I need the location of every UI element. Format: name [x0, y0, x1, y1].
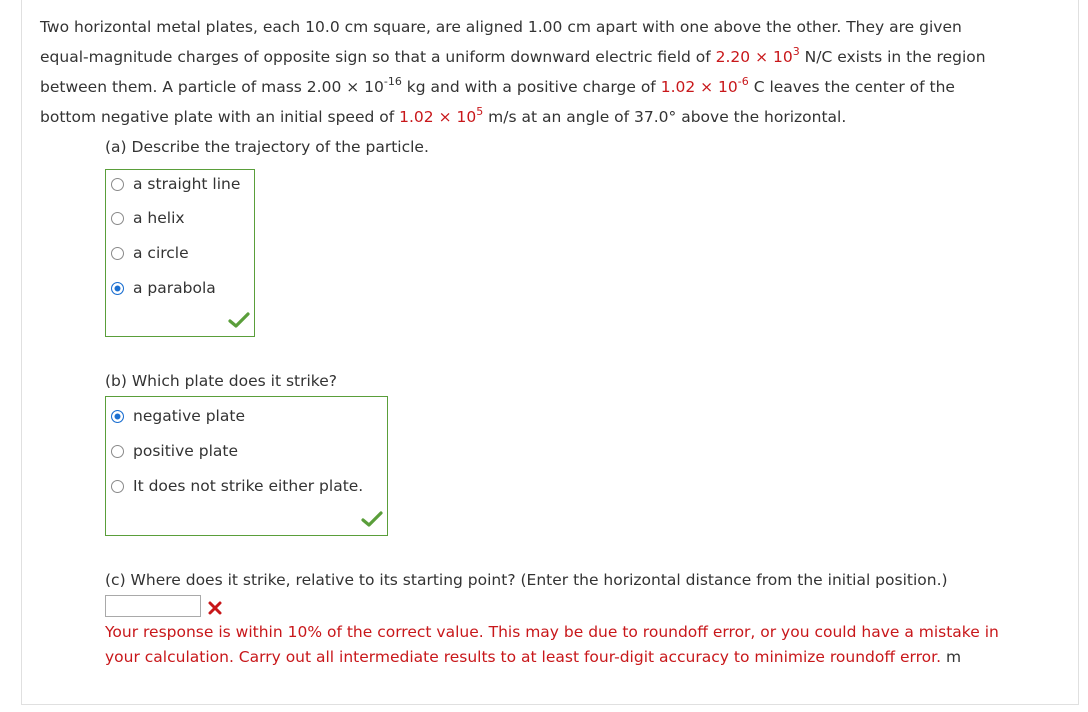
radio-selected-icon[interactable] — [111, 410, 124, 423]
answer-input[interactable] — [105, 595, 201, 617]
feedback-message: Your response is within 10% of the correct value. This may be due to roundoff error, or you could have a mistake in your calculation. Carry out all intermediate results to at least four-digit accuracy to minimize roundoff error. m — [105, 623, 999, 666]
problem-line-3: between them. A particle of mass $2.00 \times 10^{-16}$ kg and with a positive charge of $1.02 \times 10^{-6}$ C leaves the center of the — [40, 74, 955, 96]
problem-statement — [40, 12, 1065, 132]
checkmark-icon — [361, 510, 383, 528]
radio-icon[interactable] — [111, 480, 124, 493]
radio-icon[interactable] — [111, 178, 124, 191]
part-b-option-negative-plate[interactable]: negative plate — [111, 405, 245, 427]
checkmark-icon — [228, 311, 250, 329]
part-c-question: (c) Where does it strike, relative to its starting point? (Enter the horizontal distance from the initial position.) — [105, 571, 948, 589]
part-b-option-positive-plate[interactable]: positive plate — [111, 440, 238, 462]
radio-selected-icon[interactable] — [111, 282, 124, 295]
problem-line-1: Two horizontal metal plates, each 10.0 cm square, are aligned 1.00 cm apart with one above the other. They are given — [40, 18, 962, 36]
radio-icon[interactable] — [111, 212, 124, 225]
field-value: $2.20 \times 10^3$ — [715, 44, 800, 66]
part-b-option-no-strike[interactable]: It does not strike either plate. — [111, 475, 363, 497]
part-b-choices — [105, 396, 388, 536]
radio-icon[interactable] — [111, 445, 124, 458]
part-a-choices — [105, 169, 255, 337]
charge-value: $1.02 \times 10^{-6}$ — [660, 74, 749, 96]
part-a-option-helix[interactable]: a helix — [111, 207, 185, 229]
part-a-option-parabola[interactable]: a parabola — [111, 277, 216, 299]
problem-line-4: bottom negative plate with an initial speed of $1.02 \times 10^5$ m/s at an angle of 37.0° above the horizontal. — [40, 104, 847, 126]
part-a-option-circle[interactable]: a circle — [111, 242, 189, 264]
unit-label: m — [945, 648, 962, 666]
part-b-question: (b) Which plate does it strike? — [105, 372, 337, 390]
part-a-option-straight-line[interactable]: a straight line — [111, 173, 240, 195]
part-a-question: (a) Describe the trajectory of the particle. — [105, 138, 429, 156]
problem-line-2: equal-magnitude charges of opposite sign so that a uniform downward electric field of $2.20 \times 10^3$ N/C exists in the region — [40, 44, 986, 66]
radio-icon[interactable] — [111, 247, 124, 260]
speed-value: $1.02 \times 10^5$ — [399, 104, 484, 126]
incorrect-x-icon — [207, 600, 223, 616]
